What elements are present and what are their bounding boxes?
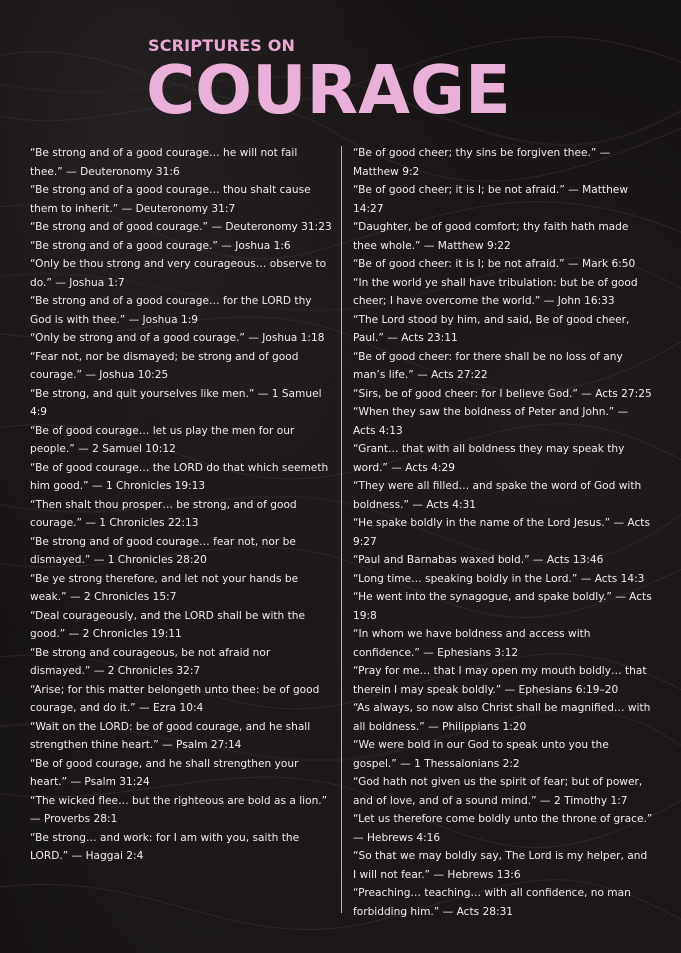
verse-item: “God hath not given us the spirit of fear; but of power, and of love, and of a sound mind.” — 2 Timothy 1:7 — [353, 776, 643, 807]
verse-item: “Be strong and of a good courage… he will not fail thee.” — Deuteronomy 31:6 — [30, 147, 298, 178]
verse-item: “The Lord stood by him, and said, Be of good cheer, Paul.” — Acts 23:11 — [353, 313, 630, 344]
verse-item: “Be strong… and work: for I am with you, saith the LORD.” — Haggai 2:4 — [30, 831, 300, 862]
verse-item: “So that we may boldly say, The Lord is my helper, and I will not fear.” — Hebrews 13:6 — [353, 850, 648, 881]
verse-item: “Be strong and of a good courage… thou shalt cause them to inherit.” — Deuteronomy 31:7 — [30, 184, 311, 215]
verse-item: “He spake boldly in the name of the Lord Jesus.” — Acts 9:27 — [353, 517, 650, 548]
verse-item: “Then shalt thou prosper… be strong, and of good courage.” — 1 Chronicles 22:13 — [30, 498, 297, 529]
verse-item: “Be strong and of good courage.” — Deuteronomy 31:23 — [30, 221, 332, 233]
verse-item: “Preaching… teaching… with all confidence, no man forbidding him.” — Acts 28:31 — [353, 887, 631, 918]
verse-item: “Be ye strong therefore, and let not your hands be weak.” — 2 Chronicles 15:7 — [30, 572, 299, 603]
verse-item: “Grant… that with all boldness they may speak thy word.” — Acts 4:29 — [353, 443, 625, 474]
verse-item: “Be of good cheer: it is I; be not afraid.” — Mark 6:50 — [353, 258, 636, 270]
verse-item: “Be strong, and quit yourselves like men.” — 1 Samuel 4:9 — [30, 387, 322, 418]
verse-item: “In the world ye shall have tribulation: but be of good cheer; I have overcome the world.” — John 16:33 — [353, 276, 638, 307]
verse-item: “In whom we have boldness and access with confidence.” — Ephesians 3:12 — [353, 628, 591, 659]
verse-item: “Be of good courage… let us play the men for our people.” — 2 Samuel 10:12 — [30, 424, 295, 455]
verse-item: “Be strong and of good courage… fear not, nor be dismayed.” — 1 Chronicles 28:20 — [30, 535, 296, 566]
verse-item: “He went into the synagogue, and spake boldly.” — Acts 19:8 — [353, 591, 652, 622]
column-divider — [341, 146, 342, 913]
verse-item: “Paul and Barnabas waxed bold.” — Acts 13:46 — [353, 554, 604, 566]
verse-item: “Let us therefore come boldly unto the throne of grace.” — Hebrews 4:16 — [353, 813, 653, 844]
verse-item: “Be strong and courageous, be not afraid nor dismayed.” — 2 Chronicles 32:7 — [30, 646, 271, 677]
verse-list-left — [30, 144, 332, 866]
verse-item: “The wicked flee… but the righteous are bold as a lion.” — Proverbs 28:1 — [30, 794, 328, 825]
verse-item: “Be of good cheer; thy sins be forgiven thee.” — Matthew 9:2 — [353, 147, 611, 178]
verse-item: “Fear not, nor be dismayed; be strong and of good courage.” — Joshua 10:25 — [30, 350, 299, 381]
verse-item: “Daughter, be of good comfort; thy faith hath made thee whole.” — Matthew 9:22 — [353, 221, 629, 252]
page-subtitle: SCRIPTURES ON — [148, 36, 296, 55]
verse-item: “Arise; for this matter belongeth unto thee: be of good courage, and do it.” — Ezra 10:4 — [30, 683, 320, 714]
verse-item: “We were bold in our God to speak unto you the gospel.” — 1 Thessalonians 2:2 — [353, 739, 609, 770]
verse-item: “Be of good cheer; it is I; be not afraid.” — Matthew 14:27 — [353, 184, 628, 215]
verse-item: “As always, so now also Christ shall be magnified… with all boldness.” — Philippians 1:20 — [353, 702, 651, 733]
verse-item: “Deal courageously, and the LORD shall be with the good.” — 2 Chronicles 19:11 — [30, 609, 306, 640]
verse-item: “They were all filled… and spake the word of God with boldness.” — Acts 4:31 — [353, 480, 642, 511]
verse-item: “Only be thou strong and very courageous… observe to do.” — Joshua 1:7 — [30, 258, 327, 289]
verse-item: “Be of good courage… the LORD do that which seemeth him good.” — 1 Chronicles 19:13 — [30, 461, 329, 492]
verse-item: “Be strong and of a good courage… for the LORD thy God is with thee.” — Joshua 1:9 — [30, 295, 312, 326]
verse-item: “Pray for me… that I may open my mouth boldly… that therein I may speak boldly.” — Ephesians 6:19–20 — [353, 665, 647, 696]
verse-item: “Wait on the LORD: be of good courage, and he shall strengthen thine heart.” — Psalm 27:14 — [30, 720, 311, 751]
verse-item: “Only be strong and of a good courage.” — Joshua 1:18 — [30, 332, 325, 344]
verse-item: “Long time… speaking boldly in the Lord.” — Acts 14:3 — [353, 572, 645, 585]
page-title: COURAGE — [146, 51, 511, 129]
verse-item: “Sirs, be of good cheer: for I believe God.” — Acts 27:25 — [353, 387, 652, 400]
verse-item: “Be strong and of a good courage.” — Joshua 1:6 — [30, 239, 291, 252]
verse-list-right — [353, 144, 653, 921]
verse-item: “Be of good cheer: for there shall be no loss of any man’s life.” — Acts 27:22 — [353, 350, 623, 381]
verse-item: “When they saw the boldness of Peter and John.” — Acts 4:13 — [353, 406, 629, 437]
verse-item: “Be of good courage, and he shall strengthen your heart.” — Psalm 31:24 — [30, 757, 299, 788]
